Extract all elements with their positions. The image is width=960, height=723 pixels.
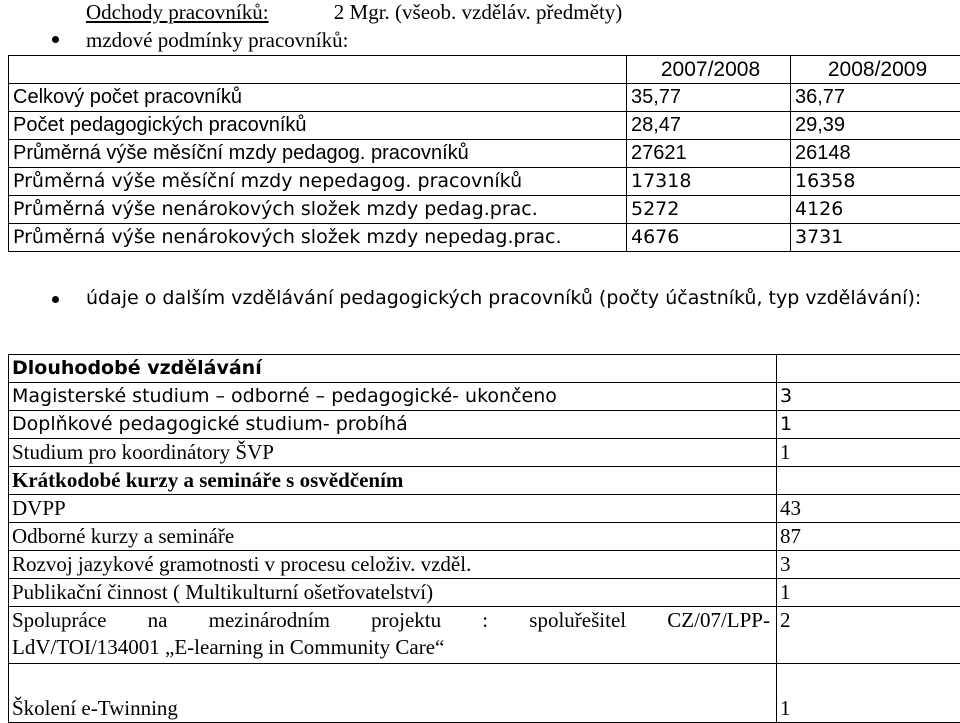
project-line-1 [12,607,776,634]
section-row [9,355,960,383]
row-label: Počet pedagogických pracovníků [9,112,627,140]
table-row [9,112,960,140]
year-header: 2007/2008 [627,56,791,84]
table-row [9,579,960,607]
table-row [9,140,960,168]
value-cell: 17318 [627,168,791,196]
row-label: Studium pro koordinátory ŠVP [9,439,777,467]
section-title: Krátkodobé kurzy a semináře s osvědčením [9,467,777,495]
value-cell: 5272 [627,196,791,224]
table-row [9,523,960,551]
table-row [9,664,960,723]
project-word: CZ/07/LPP- [667,607,770,634]
project-line-2: LdV/TOI/134001 „E-learning in Community Care“ [12,634,776,661]
value-cell: 28,47 [627,112,791,140]
count-cell: 2 [777,607,960,664]
count-cell: 1 [777,664,960,723]
count-cell: 43 [777,495,960,523]
value-cell: 3731 [791,224,960,252]
row-label: Průměrná výše nenárokových složek mzdy nepedag.prac. [9,224,627,252]
project-word: projektu [371,607,441,634]
row-label: DVPP [9,495,777,523]
education-table [8,354,960,723]
table-row [9,607,960,664]
row-label: Rozvoj jazykové gramotnosti v procesu celoživ. vzděl. [9,551,777,579]
row-label: Školení e-Twinning [9,664,777,723]
table-row [9,439,960,467]
value-cell: 35,77 [627,84,791,112]
table-row [9,224,960,252]
project-word: : [482,607,488,634]
value-cell: 26148 [791,140,960,168]
row-label: Magisterské studium – odborné – pedagogické- ukončeno [9,383,777,411]
count-cell: 1 [777,411,960,439]
project-word: Spolupráce [12,607,106,634]
value-cell: 36,77 [791,84,960,112]
departures-value: 2 Mgr. (všeob. vzděláv. předměty) [334,0,622,24]
project-word: na [148,607,168,634]
bullet-wage-conditions: mzdové podmínky pracovníků: [86,30,348,51]
departures-line [86,2,622,23]
count-cell: 3 [777,551,960,579]
year-header: 2008/2009 [791,56,960,84]
departures-label: Odchody pracovníků: [86,0,269,24]
table-row [9,383,960,411]
table-row [9,495,960,523]
bullet-icon [52,36,59,43]
row-label: Odborné kurzy a semináře [9,523,777,551]
wage-table [8,55,960,252]
row-label: Celkový počet pracovníků [9,84,627,112]
bullet-icon [52,296,59,303]
project-word: mezinárodním [209,607,330,634]
value-cell: 27621 [627,140,791,168]
table-row [9,168,960,196]
project-cell [9,607,777,664]
table-row [9,84,960,112]
row-label: Průměrná výše měsíční mzdy nepedagog. pracovníků [9,168,627,196]
value-cell: 4126 [791,196,960,224]
table-cell [777,355,960,383]
value-cell: 4676 [627,224,791,252]
wage-table-header [9,56,960,84]
table-row [9,411,960,439]
count-cell: 3 [777,383,960,411]
bullet-education-data: údaje o dalším vzdělávání pedagogických pracovníků (počty účastníků, typ vzdělávání): [86,289,921,308]
count-cell: 1 [777,439,960,467]
count-cell: 87 [777,523,960,551]
project-word: spoluřešitel [529,607,626,634]
table-row [9,196,960,224]
count-cell: 1 [777,579,960,607]
row-label: Doplňkové pedagogické studium- probíhá [9,411,777,439]
table-cell [9,56,627,84]
row-label: Publikační činnost ( Multikulturní ošetřovatelství) [9,579,777,607]
section-row [9,467,960,495]
table-cell [777,467,960,495]
value-cell: 29,39 [791,112,960,140]
section-title: Dlouhodobé vzdělávání [9,355,777,383]
value-cell: 16358 [791,168,960,196]
table-row [9,551,960,579]
row-label: Průměrná výše měsíční mzdy pedagog. pracovníků [9,140,627,168]
row-label: Průměrná výše nenárokových složek mzdy pedag.prac. [9,196,627,224]
